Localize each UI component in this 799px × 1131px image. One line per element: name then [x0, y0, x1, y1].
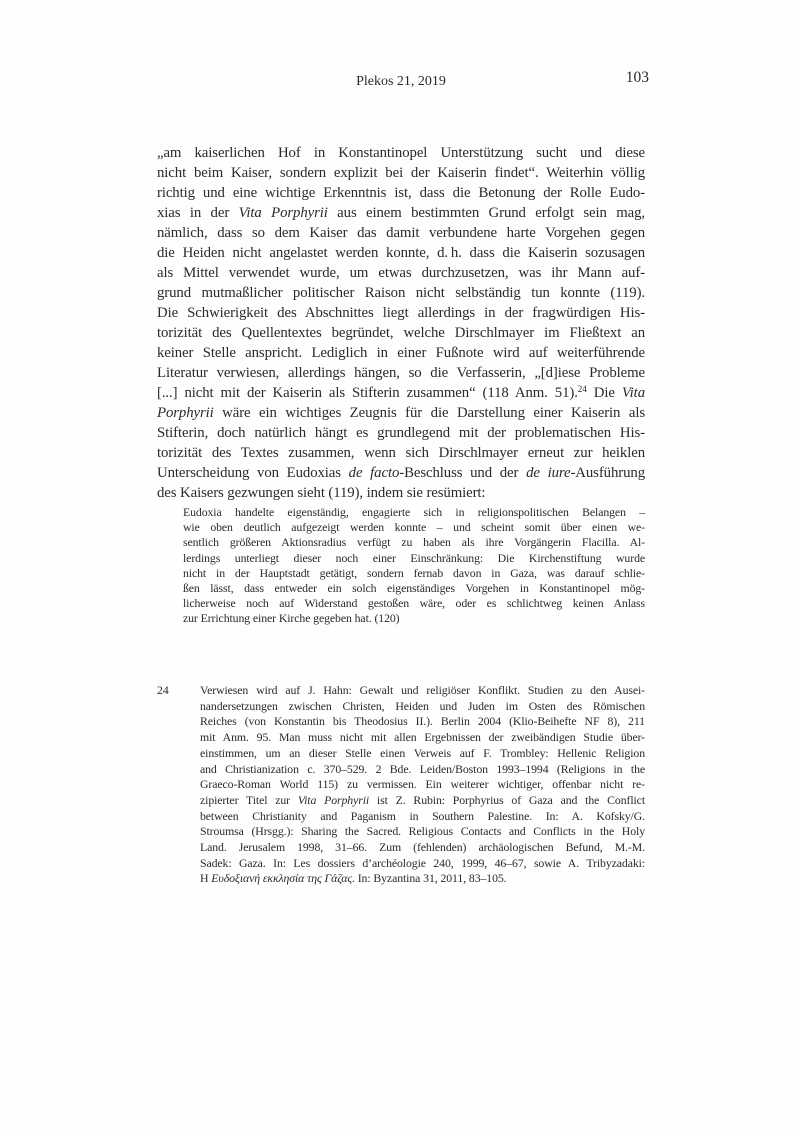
text-line: Literatur verwiesen, allerdings hängen, so die Verfasserin, „[d]iese Probleme [157, 365, 645, 381]
text-line: nicht beim Kaiser, sondern explizit bei der Kaiserin findet“. Weiterhin völlig [157, 165, 645, 181]
text-line: Sadek: Gaza. In: Les dossiers d’archéologie 240, 1999, 46–67, sowie A. Tribyzadaki: [200, 855, 645, 870]
text-line: richtig und eine wichtige Erkenntnis ist, dass die Betonung der Rolle Eudo- [157, 185, 645, 201]
text-line: torizität des Quellentextes begründet, welche Dirschlmayer im Fließtext an [157, 325, 645, 341]
text-line: zipierter Titel zur Vita Porphyrii ist Z. Rubin: Porphyrius of Gaza and the Conflict [200, 792, 645, 807]
text-line: xias in der Vita Porphyrii aus einem bestimmten Grund erfolgt sein mag, [157, 205, 646, 221]
text-line: Die Schwierigkeit des Abschnittes liegt allerdings in der fragwürdigen His- [157, 305, 645, 321]
footnote-24 [157, 683, 645, 887]
text-line: Land. Jerusalem 1998, 31–66. Zum (fehlenden) archäologischen Befund, M.-M. [200, 840, 645, 855]
text-line: licherweise noch auf Widerstand gestoßen wäre, oder es schlichtweg keinen Anlass [183, 596, 645, 611]
text-line: des Kaisers gezwungen sieht (119), indem sie resümiert: [157, 485, 486, 501]
text-line: Verwiesen wird auf J. Hahn: Gewalt und religiöser Konflikt. Studien zu den Ausei- [200, 683, 645, 697]
text-line: [...] nicht mit der Kaiserin als Stifterin zusammen“ (118 Anm. 51).$^{24}$ Die Vita [157, 383, 645, 401]
text-line: grund mutmaßlicher politischer Raison nicht selbständig tun konnte (119). [157, 285, 645, 301]
text-line: and Christianization c. 370–529. 2 Bde. Leiden/Boston 1993–1994 (Religions in the [200, 761, 645, 776]
main-text-paragraph [157, 143, 645, 503]
text-line: Graeco-Roman World 115) zu vermissen. Ein weiterer wichtiger, offenbar nicht re- [200, 777, 645, 792]
text-line: zur Errichtung einer Kirche gegeben hat. (120) [183, 611, 400, 626]
text-line: ßen lässt, dass entweder ein solch eigenständiges Vorgehen in Konstantinopel mög- [183, 581, 645, 596]
text-line: Η Ευδοξιανή εκκλησία της Γάζας. In: Byzantina 31, 2011, 83–105. [200, 871, 507, 886]
text-line: die Heiden nicht angelastet werden konnte, d. h. dass die Kaiserin sozusagen [157, 245, 645, 261]
text-line: Stifterin, doch natürlich hängt es grundlegend mit der problematischen His- [157, 425, 645, 441]
footnote-number: 24 [157, 683, 169, 697]
text-line: lerdings unterliegt dieser noch einer Einschränkung: Die Kirchenstiftung wurde [183, 550, 645, 565]
footnote-text [200, 683, 645, 887]
text-line: Eudoxia handelte eigenständig, engagierte sich in religionspolitischen Belangen – [183, 505, 645, 519]
text-line: nandersetzungen zwischen Christen, Heiden und Juden im Osten des Römischen [200, 698, 645, 713]
text-line: Reiches (von Konstantin bis Theodosius II.). Berlin 2004 (Klio-Beihefte NF 8), 211 [200, 714, 645, 729]
text-line: Porphyrii wäre ein wichtiges Zeugnis für die Darstellung einer Kaiserin als [157, 405, 645, 421]
text-line: nämlich, dass so dem Kaiser das damit verbundene harte Vorgehen gegen [157, 225, 645, 241]
text-line: nicht in der Hauptstadt getätigt, sondern fernab davon in Gaza, was darauf schlie- [183, 565, 645, 580]
text-line: Stroumsa (Hrsgg.): Sharing the Sacred. Religious Contacts and Conflicts in the Holy [200, 824, 645, 839]
text-line: between Christianity and Paganism in Southern Palestine. In: A. Kofsky/G. [200, 808, 645, 823]
text-line: „am kaiserlichen Hof in Konstantinopel Unterstützung sucht und diese [157, 145, 645, 161]
block-quote [183, 505, 645, 627]
text-line: wie oben deutlich aufgezeigt werden konnte – und scheint somit über einen we- [183, 520, 645, 535]
text-line: Unterscheidung von Eudoxias de facto-Beschluss und der de iure-Ausführung [157, 465, 645, 481]
text-line: mit Anm. 95. Man muss nicht mit allen Ergebnissen der zweibändigen Studie über- [200, 730, 645, 745]
page-number: 103 [625, 69, 649, 86]
text-line: einstimmen, um an dieser Stelle einen Verweis auf F. Trombley: Hellenic Religion [200, 745, 645, 760]
text-line: als Mittel verwendet wurde, um etwas durchzusetzen, was ihr Mann auf- [157, 265, 645, 281]
running-head [157, 69, 649, 91]
journal-title: Plekos 21, 2019 [356, 74, 446, 89]
text-line: sentlich größeren Aktionsradius verfügt zu haben als ihre Vorgängerin Flacilla. Al- [183, 535, 645, 550]
text-line: torizität des Textes zusammen, wenn sich Dirschlmayer erneut zur heiklen [157, 445, 645, 461]
footnote-reference: 24 [577, 383, 587, 394]
text-line: keiner Stelle anspricht. Lediglich in einer Fußnote wird auf weiterführende [157, 345, 645, 361]
